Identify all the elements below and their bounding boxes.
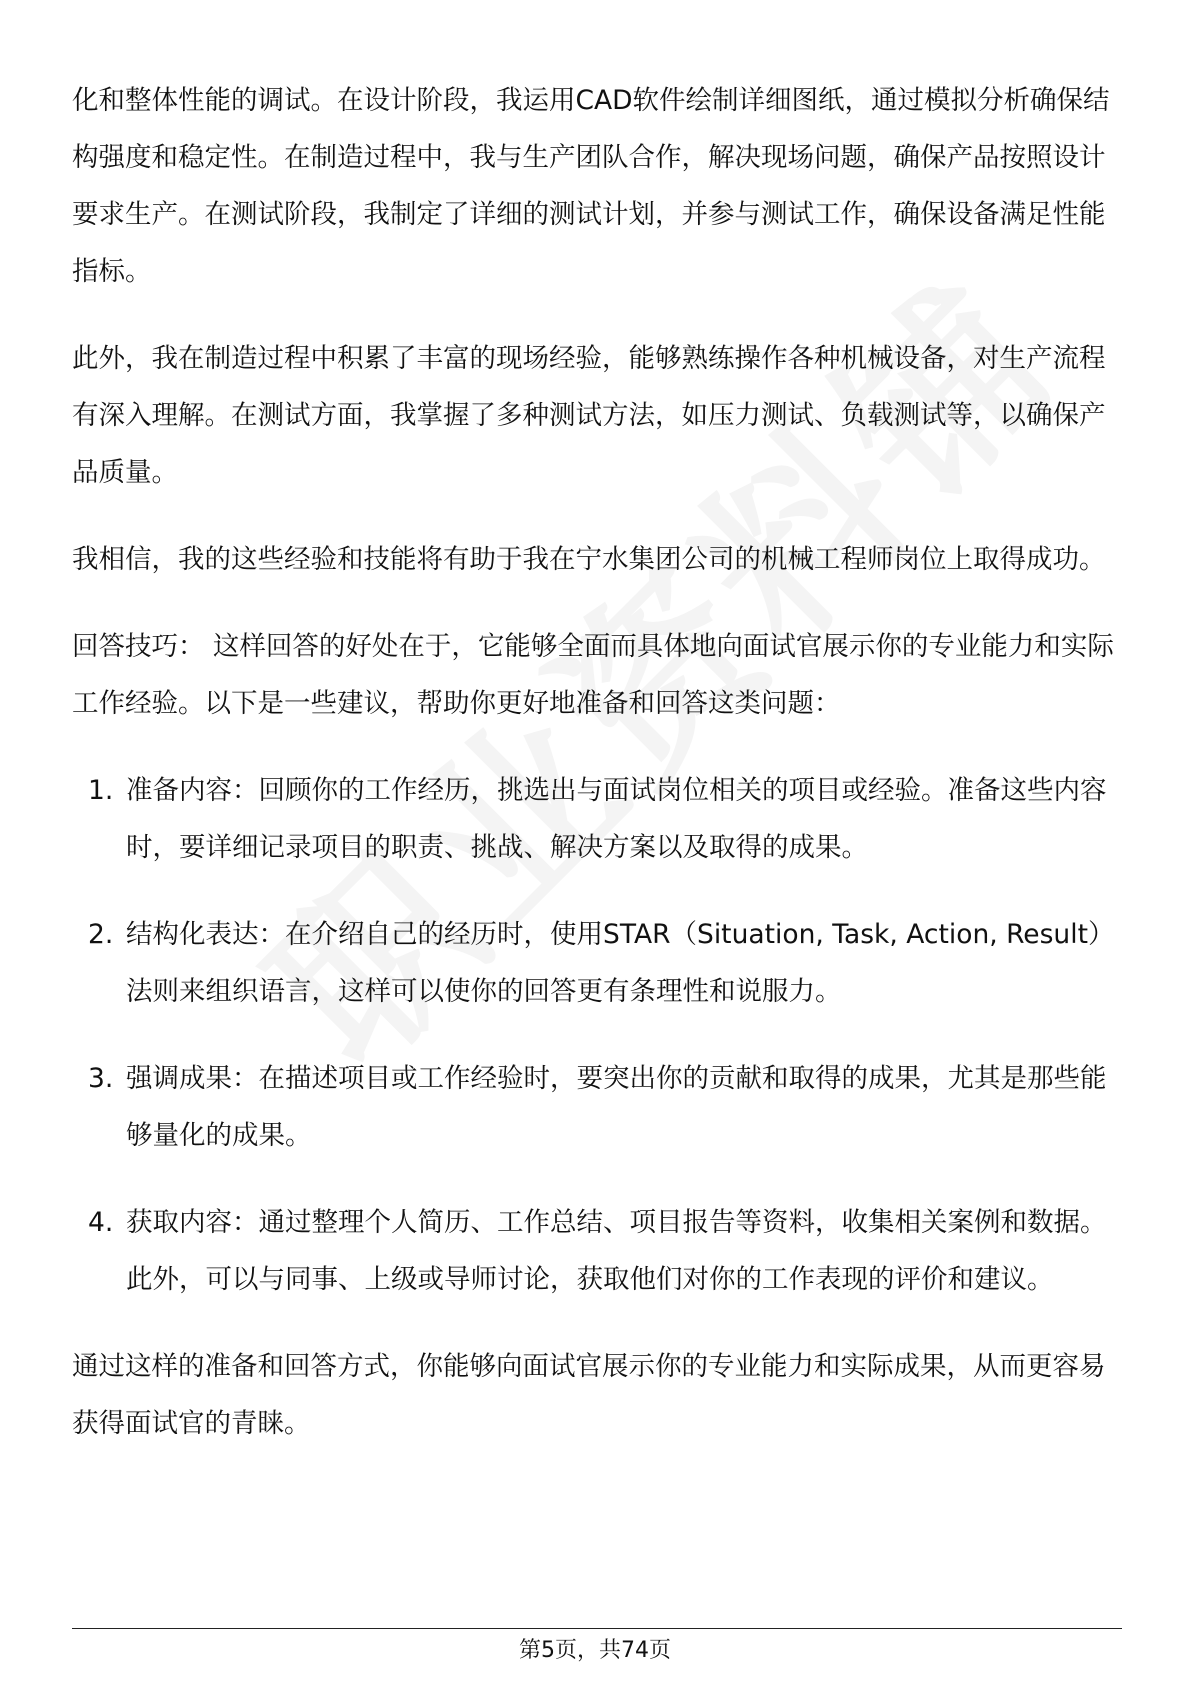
paragraph-field-experience: 此外，我在制造过程中积累了丰富的现场经验，能够熟练操作各种机械设备，对生产流程有深入理解。在测试方面，我掌握了多种测试方法，如压力测试、负载测试等，以确保产品质量。 [72,343,1106,488]
paragraph-experience-summary: 化和整体性能的调试。在设计阶段，我运用CAD软件绘制详细图纸，通过模拟分析确保结构强度和稳定性。在制造过程中，我与生产团队合作，解决现场问题，确保产品按照设计要求生产。在测试阶段，我制定了详细的测试计划，并参与测试工作，确保设备满足性能指标。 [72,85,1110,287]
list-item-number: 2. [88,919,114,950]
list-item-text: 结构化表达：在介绍自己的经历时，使用STAR（Situation, Task, Action, Result）法则来组织语言，这样可以使你的回答更有条理性和说服力。 [126,919,1115,1007]
footer-divider [72,1628,1122,1629]
list-item [72,762,1122,876]
list-item-text: 准备内容：回顾你的工作经历，挑选出与面试岗位相关的项目或经验。准备这些内容时，要详细记录项目的职责、挑战、解决方案以及取得的成果。 [126,775,1107,863]
document-body [72,72,1122,1482]
list-item-text: 强调成果：在描述项目或工作经验时，要突出你的贡献和取得的成果，尤其是那些能够量化的成果。 [126,1063,1107,1151]
list-item-number: 4. [88,1207,114,1238]
paragraph-closing: 通过这样的准备和回答方式，你能够向面试官展示你的专业能力和实际成果，从而更容易获得面试官的青睐。 [72,1351,1106,1439]
page-number: 第5页，共74页 [519,1638,671,1663]
list-item-number: 1. [88,775,114,806]
list-item [72,1194,1122,1308]
paragraph-confidence: 我相信，我的这些经验和技能将有助于我在宁水集团公司的机械工程师岗位上取得成功。 [72,544,1106,575]
list-item [72,906,1122,1020]
tips-list [72,762,1122,1308]
list-item [72,1050,1122,1164]
paragraph-answer-tips: 回答技巧： 这样回答的好处在于，它能够全面而具体地向面试官展示你的专业能力和实际工作经验。以下是一些建议，帮助你更好地准备和回答这类问题： [72,631,1114,719]
list-item-text: 获取内容：通过整理个人简历、工作总结、项目报告等资料，收集相关案例和数据。此外，可以与同事、上级或导师讨论，获取他们对你的工作表现的评价和建议。 [126,1207,1107,1295]
list-item-number: 3. [88,1063,114,1094]
